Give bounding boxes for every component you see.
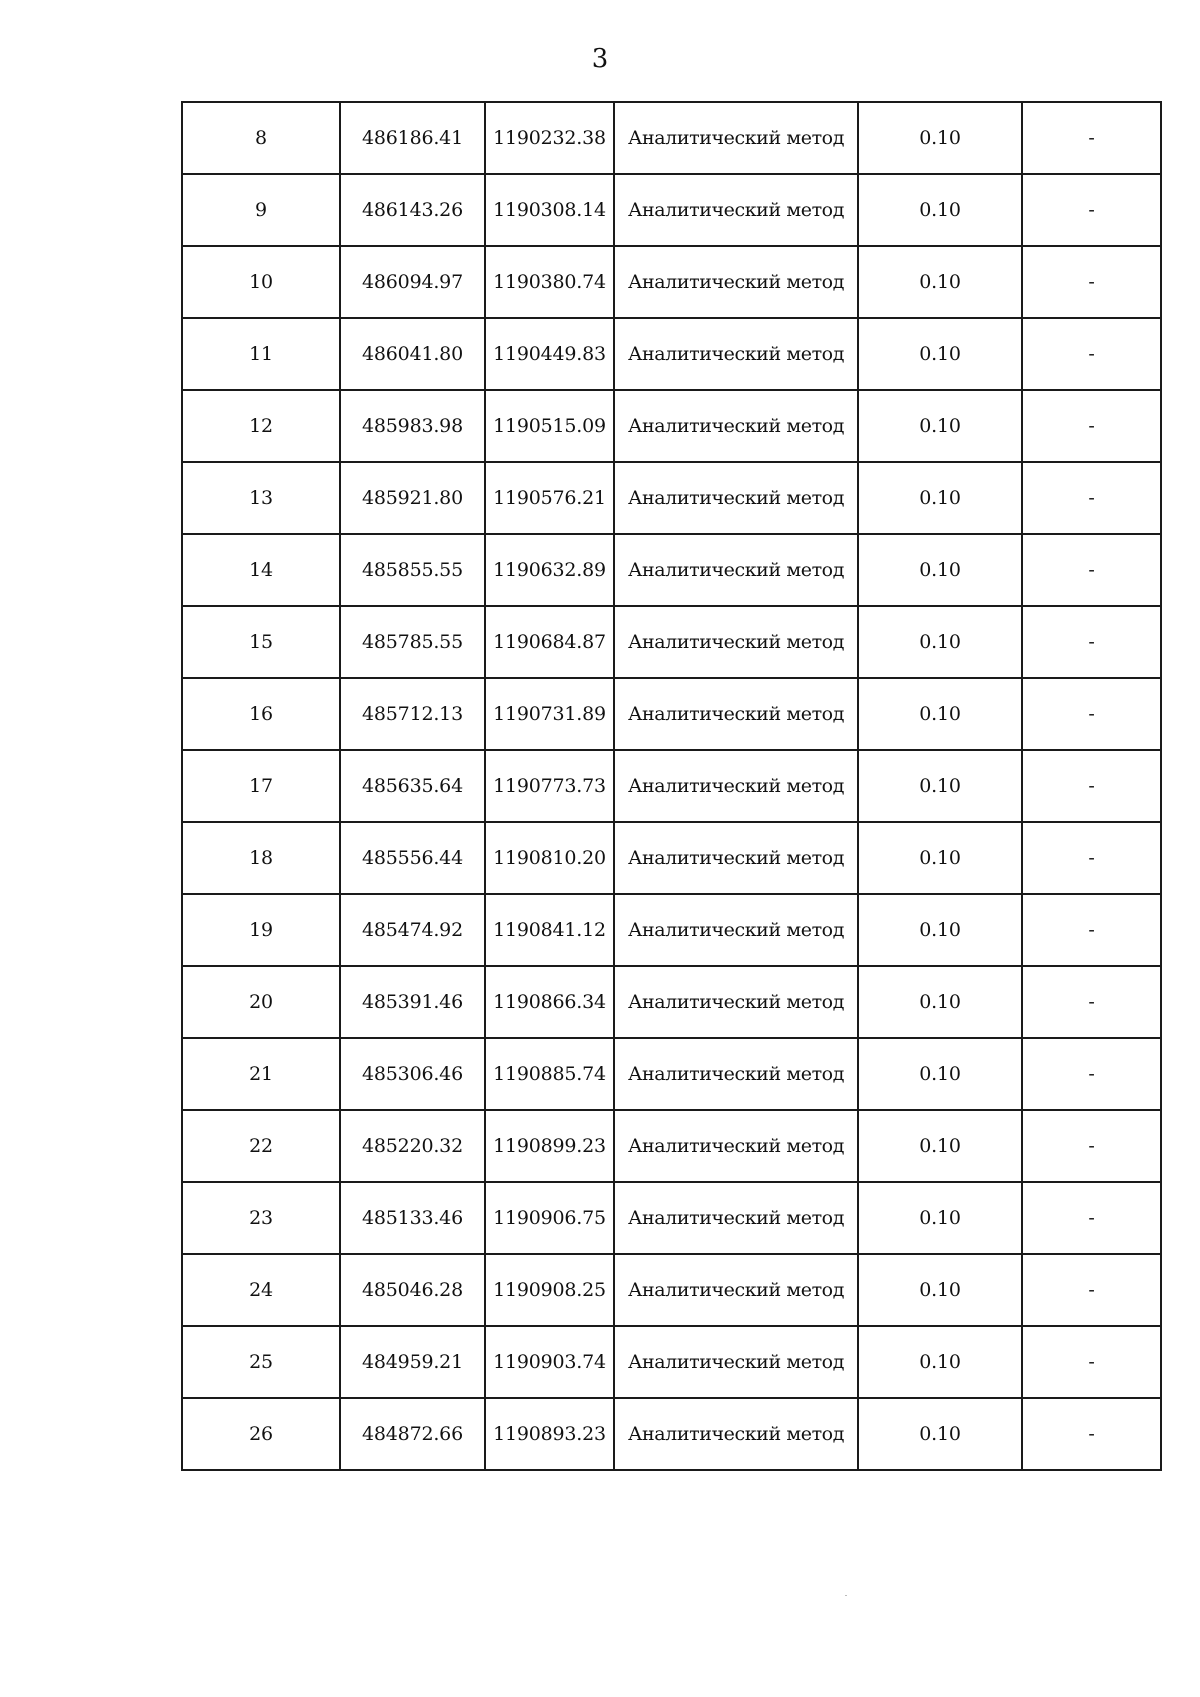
table-row xyxy=(182,534,1161,606)
y-coordinate-cell: 1190841.12 xyxy=(485,894,614,966)
table-row xyxy=(182,174,1161,246)
table-row xyxy=(182,822,1161,894)
accuracy-cell: 0.10 xyxy=(858,534,1022,606)
table-row xyxy=(182,1254,1161,1326)
accuracy-cell: 0.10 xyxy=(858,1038,1022,1110)
note-cell: - xyxy=(1022,174,1161,246)
accuracy-cell: 0.10 xyxy=(858,1182,1022,1254)
accuracy-cell: 0.10 xyxy=(858,1110,1022,1182)
x-coordinate-cell: 486143.26 xyxy=(340,174,485,246)
point-number-cell: 24 xyxy=(182,1254,340,1326)
accuracy-cell: 0.10 xyxy=(858,1254,1022,1326)
y-coordinate-cell: 1190684.87 xyxy=(485,606,614,678)
x-coordinate-cell: 485635.64 xyxy=(340,750,485,822)
accuracy-cell: 0.10 xyxy=(858,606,1022,678)
table-row xyxy=(182,750,1161,822)
y-coordinate-cell: 1190908.25 xyxy=(485,1254,614,1326)
note-cell: - xyxy=(1022,678,1161,750)
method-cell: Аналитический метод xyxy=(614,750,858,822)
method-cell: Аналитический метод xyxy=(614,966,858,1038)
x-coordinate-cell: 485474.92 xyxy=(340,894,485,966)
table-row xyxy=(182,1110,1161,1182)
table-row xyxy=(182,1398,1161,1470)
accuracy-cell: 0.10 xyxy=(858,966,1022,1038)
point-number-cell: 12 xyxy=(182,390,340,462)
point-number-cell: 10 xyxy=(182,246,340,318)
point-number-cell: 15 xyxy=(182,606,340,678)
y-coordinate-cell: 1190899.23 xyxy=(485,1110,614,1182)
x-coordinate-cell: 485220.32 xyxy=(340,1110,485,1182)
method-cell: Аналитический метод xyxy=(614,1110,858,1182)
method-cell: Аналитический метод xyxy=(614,1254,858,1326)
method-cell: Аналитический метод xyxy=(614,1326,858,1398)
x-coordinate-cell: 485306.46 xyxy=(340,1038,485,1110)
table-row xyxy=(182,894,1161,966)
x-coordinate-cell: 485855.55 xyxy=(340,534,485,606)
point-number-cell: 19 xyxy=(182,894,340,966)
y-coordinate-cell: 1190893.23 xyxy=(485,1398,614,1470)
point-number-cell: 14 xyxy=(182,534,340,606)
method-cell: Аналитический метод xyxy=(614,246,858,318)
x-coordinate-cell: 485046.28 xyxy=(340,1254,485,1326)
accuracy-cell: 0.10 xyxy=(858,174,1022,246)
accuracy-cell: 0.10 xyxy=(858,822,1022,894)
table-row xyxy=(182,246,1161,318)
note-cell: - xyxy=(1022,390,1161,462)
accuracy-cell: 0.10 xyxy=(858,1398,1022,1470)
note-cell: - xyxy=(1022,318,1161,390)
point-number-cell: 11 xyxy=(182,318,340,390)
note-cell: - xyxy=(1022,462,1161,534)
note-cell: - xyxy=(1022,1326,1161,1398)
x-coordinate-cell: 486094.97 xyxy=(340,246,485,318)
method-cell: Аналитический метод xyxy=(614,534,858,606)
note-cell: - xyxy=(1022,606,1161,678)
x-coordinate-cell: 485712.13 xyxy=(340,678,485,750)
accuracy-cell: 0.10 xyxy=(858,678,1022,750)
x-coordinate-cell: 486186.41 xyxy=(340,102,485,174)
point-number-cell: 22 xyxy=(182,1110,340,1182)
table-row xyxy=(182,1182,1161,1254)
table-row xyxy=(182,318,1161,390)
accuracy-cell: 0.10 xyxy=(858,246,1022,318)
method-cell: Аналитический метод xyxy=(614,1398,858,1470)
y-coordinate-cell: 1190515.09 xyxy=(485,390,614,462)
page-number: 3 xyxy=(591,44,609,74)
y-coordinate-cell: 1190449.83 xyxy=(485,318,614,390)
point-number-cell: 20 xyxy=(182,966,340,1038)
accuracy-cell: 0.10 xyxy=(858,462,1022,534)
y-coordinate-cell: 1190885.74 xyxy=(485,1038,614,1110)
accuracy-cell: 0.10 xyxy=(858,894,1022,966)
accuracy-cell: 0.10 xyxy=(858,102,1022,174)
y-coordinate-cell: 1190632.89 xyxy=(485,534,614,606)
table-row xyxy=(182,462,1161,534)
y-coordinate-cell: 1190308.14 xyxy=(485,174,614,246)
y-coordinate-cell: 1190576.21 xyxy=(485,462,614,534)
y-coordinate-cell: 1190380.74 xyxy=(485,246,614,318)
point-number-cell: 8 xyxy=(182,102,340,174)
coordinates-table xyxy=(181,101,1162,1471)
note-cell: - xyxy=(1022,1110,1161,1182)
y-coordinate-cell: 1190731.89 xyxy=(485,678,614,750)
point-number-cell: 23 xyxy=(182,1182,340,1254)
note-cell: - xyxy=(1022,102,1161,174)
y-coordinate-cell: 1190810.20 xyxy=(485,822,614,894)
scan-speck xyxy=(845,1595,847,1596)
method-cell: Аналитический метод xyxy=(614,606,858,678)
x-coordinate-cell: 485983.98 xyxy=(340,390,485,462)
method-cell: Аналитический метод xyxy=(614,462,858,534)
table-row xyxy=(182,966,1161,1038)
point-number-cell: 21 xyxy=(182,1038,340,1110)
accuracy-cell: 0.10 xyxy=(858,750,1022,822)
point-number-cell: 9 xyxy=(182,174,340,246)
y-coordinate-cell: 1190903.74 xyxy=(485,1326,614,1398)
method-cell: Аналитический метод xyxy=(614,390,858,462)
note-cell: - xyxy=(1022,1254,1161,1326)
note-cell: - xyxy=(1022,534,1161,606)
table-row xyxy=(182,606,1161,678)
table-row xyxy=(182,390,1161,462)
method-cell: Аналитический метод xyxy=(614,318,858,390)
note-cell: - xyxy=(1022,1038,1161,1110)
y-coordinate-cell: 1190232.38 xyxy=(485,102,614,174)
accuracy-cell: 0.10 xyxy=(858,1326,1022,1398)
accuracy-cell: 0.10 xyxy=(858,390,1022,462)
x-coordinate-cell: 486041.80 xyxy=(340,318,485,390)
x-coordinate-cell: 485785.55 xyxy=(340,606,485,678)
point-number-cell: 18 xyxy=(182,822,340,894)
table-row xyxy=(182,1038,1161,1110)
y-coordinate-cell: 1190906.75 xyxy=(485,1182,614,1254)
point-number-cell: 13 xyxy=(182,462,340,534)
method-cell: Аналитический метод xyxy=(614,678,858,750)
accuracy-cell: 0.10 xyxy=(858,318,1022,390)
x-coordinate-cell: 485556.44 xyxy=(340,822,485,894)
method-cell: Аналитический метод xyxy=(614,894,858,966)
method-cell: Аналитический метод xyxy=(614,174,858,246)
table-row xyxy=(182,102,1161,174)
table-row xyxy=(182,1326,1161,1398)
note-cell: - xyxy=(1022,1182,1161,1254)
x-coordinate-cell: 485133.46 xyxy=(340,1182,485,1254)
table-row xyxy=(182,678,1161,750)
x-coordinate-cell: 485391.46 xyxy=(340,966,485,1038)
method-cell: Аналитический метод xyxy=(614,1182,858,1254)
method-cell: Аналитический метод xyxy=(614,102,858,174)
note-cell: - xyxy=(1022,966,1161,1038)
note-cell: - xyxy=(1022,750,1161,822)
x-coordinate-cell: 484872.66 xyxy=(340,1398,485,1470)
method-cell: Аналитический метод xyxy=(614,822,858,894)
y-coordinate-cell: 1190773.73 xyxy=(485,750,614,822)
x-coordinate-cell: 484959.21 xyxy=(340,1326,485,1398)
note-cell: - xyxy=(1022,1398,1161,1470)
note-cell: - xyxy=(1022,822,1161,894)
point-number-cell: 25 xyxy=(182,1326,340,1398)
note-cell: - xyxy=(1022,894,1161,966)
x-coordinate-cell: 485921.80 xyxy=(340,462,485,534)
method-cell: Аналитический метод xyxy=(614,1038,858,1110)
note-cell: - xyxy=(1022,246,1161,318)
point-number-cell: 16 xyxy=(182,678,340,750)
coordinates-table-body xyxy=(182,102,1161,1470)
point-number-cell: 26 xyxy=(182,1398,340,1470)
y-coordinate-cell: 1190866.34 xyxy=(485,966,614,1038)
point-number-cell: 17 xyxy=(182,750,340,822)
